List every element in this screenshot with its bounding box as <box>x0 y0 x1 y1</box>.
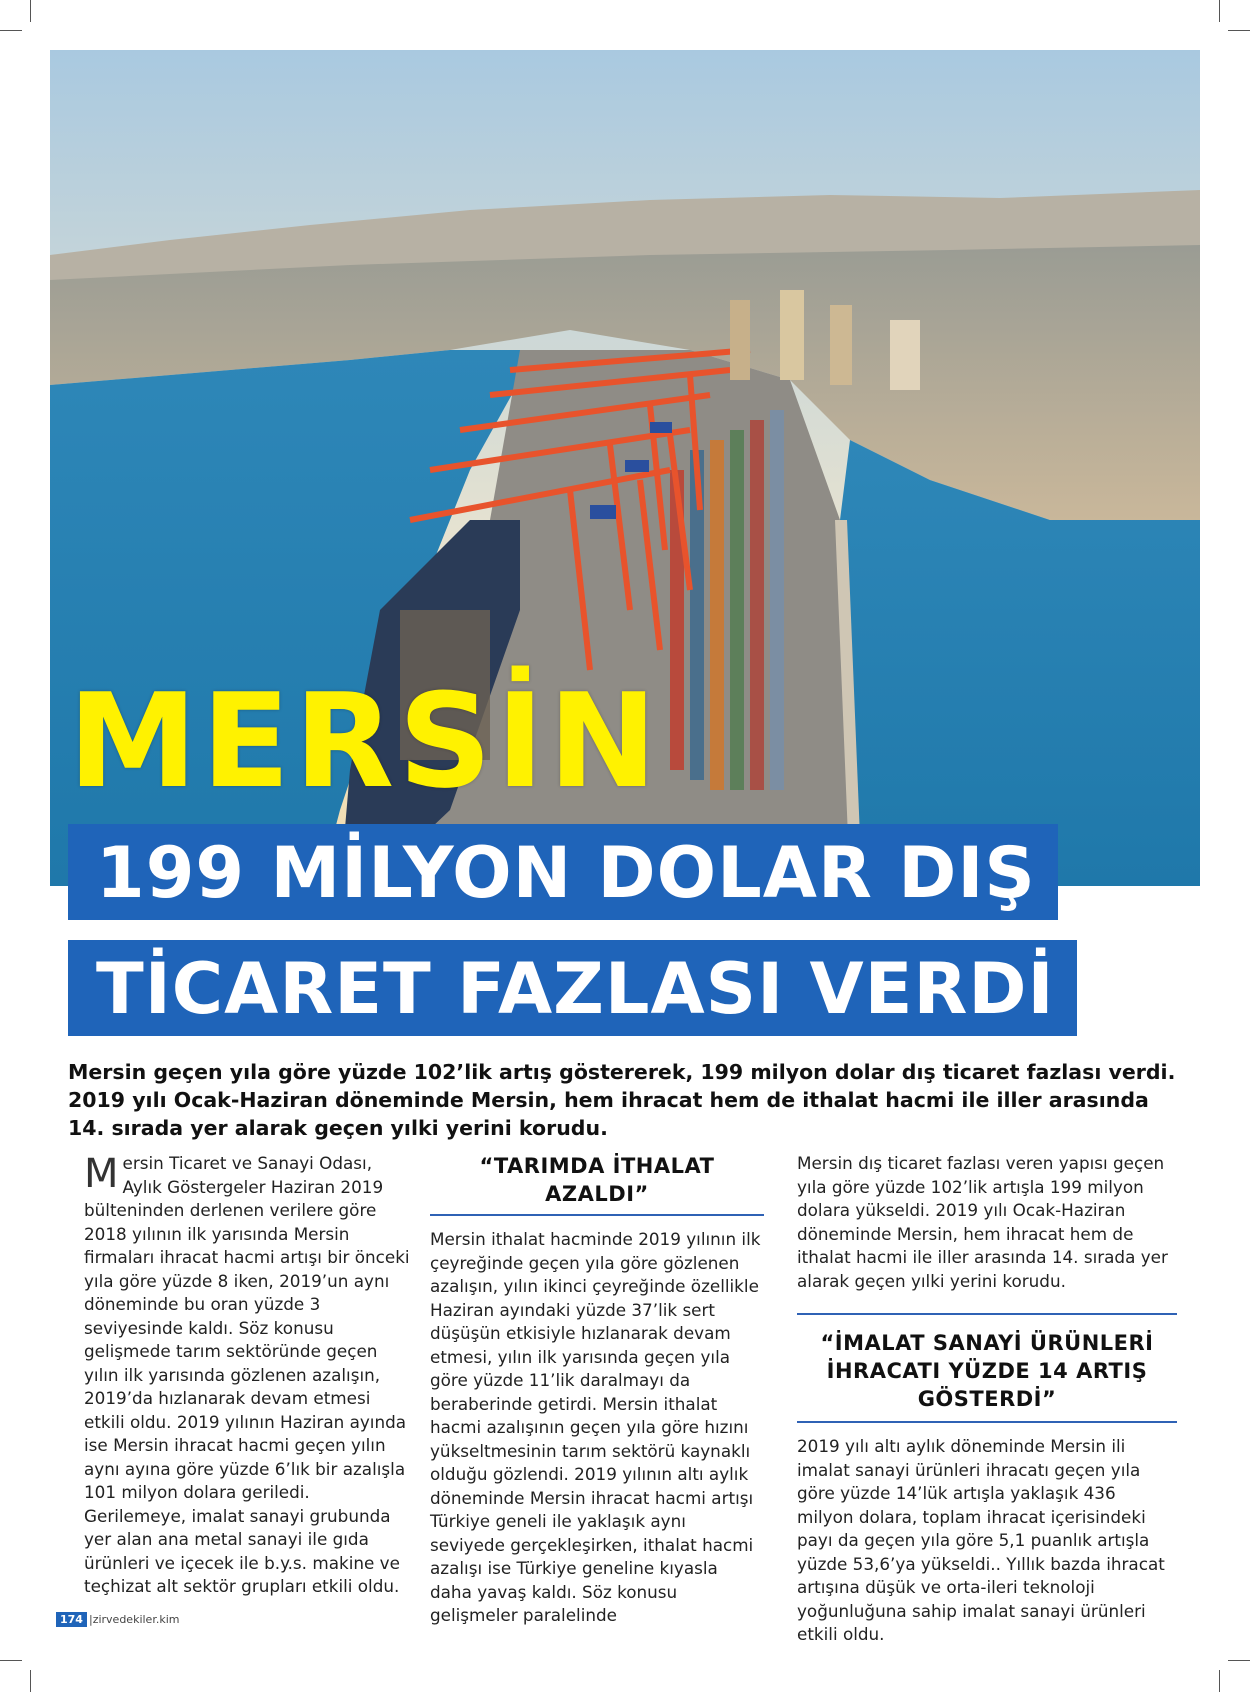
article-column-2 <box>430 1152 764 1628</box>
article-column-3 <box>797 1152 1177 1647</box>
body-text: Mersin dış ticaret fazlası veren yapısı geçen yıla göre yüzde 102’lik artışla 199 milyon dolara yükseldi. 2019 yılı Ocak-Haziran döneminde Mersin, hem ihracat hem de ithalat hacmi ile iller arasında 14. sırada yer alarak geçen yılki yerini korudu. <box>797 1153 1168 1291</box>
crop-mark <box>30 0 31 22</box>
page-number: 174 <box>56 1612 87 1627</box>
article-column-1 <box>84 1152 414 1599</box>
body-text: ersin Ticaret ve Sanayi Odası, Aylık Göstergeler Haziran 2019 bülteninden derlenen verilere göre 2018 yılının ilk yarısında Mersin firmaları ihracat hacmi artışı bir önceki yıla göre yüzde 8 iken, 2019’un aynı döneminde bu oran yüzde 3 seviyesinde kaldı. Söz konusu gelişmede tarım sektöründe geçen yılın ilk yarısında gözlenen azalışın, 2019’da hızlanarak devam etmesi etkili oldu. 2019 yılının Haziran ayında ise Mersin ihracat hacmi geçen yılın aynı ayına göre yüzde 6’lık bir azalışla 101 milyon dolara geriledi. Gerilemeye, imalat sanayi grubunda yer alan ana metal sanayi ile gıda ürünleri ve içecek ile b.y.s. makine ve teçhizat alt sektör grupları etkili oldu. <box>84 1153 410 1596</box>
crop-mark <box>1228 1660 1250 1661</box>
section-heading: “TARIMDA İTHALAT AZALDI” <box>479 1154 715 1206</box>
heading-rule <box>797 1421 1177 1423</box>
drop-cap: M <box>84 1151 119 1197</box>
headline-line-1: 199 MİLYON DOLAR DIŞ <box>68 824 1058 920</box>
crop-mark <box>30 1670 31 1692</box>
crop-mark <box>1228 30 1250 31</box>
body-text: Mersin ithalat hacminde 2019 yılının ilk çeyreğinde geçen yıla göre gözlenen azalışın, yılın ikinci çeyreğinde özellikle Haziran ayındaki yüzde 37’lik sert düşüşün etkisiyle hızlanarak devam etmesi, yılın ilk yarısında geçen yıla göre yüzde 11’lik daralmayı da beraberinde getirdi. Mersin ithalat hacmi azalışının geçen yıla göre hızını yükseltmesinin tarım sektörü kaynaklı olduğu gözlendi. 2019 yılının altı aylık döneminde Mersin ihracat hacmi artışı Türkiye geneli ile yaklaşık aynı seviyede gerçekleşirken, ithalat hacmi azalışı ise Türkiye geneline kıyasla daha yavaş kaldı. Söz konusu gelişmeler paralelinde <box>430 1229 761 1625</box>
page-footer <box>56 1612 179 1627</box>
crop-mark <box>1219 1670 1220 1692</box>
footer-site: zirvedekiler.kim <box>92 1613 180 1626</box>
footer-separator: | <box>88 1613 93 1626</box>
crop-mark <box>1219 0 1220 22</box>
heading-rule <box>797 1313 1177 1315</box>
section-heading: “İMALAT SANAYİ ÜRÜNLERİ İHRACATI YÜZDE 14 ARTIŞ GÖSTERDİ” <box>820 1331 1154 1411</box>
brand-wordmark: MERSİN <box>68 665 662 817</box>
lead-paragraph: Mersin geçen yıla göre yüzde 102’lik artış göstererek, 199 milyon dolar dış ticaret fazlası verdi. 2019 yılı Ocak-Haziran döneminde Mersin, hem ihracat hem de ithalat hacmi ile iller arasında 14. sırada yer alarak geçen yılki yerini korudu. <box>68 1060 1176 1140</box>
crop-mark <box>0 30 22 31</box>
body-text: 2019 yılı altı aylık döneminde Mersin ili imalat sanayi ürünleri ihracatı geçen yıla göre yüzde 14’lük artışla yaklaşık 436 milyon dolara, toplam ihracat içerisindeki payı da geçen yıla göre 5,1 puanlık artışla yüzde 53,6’ya yükseldi.. Yıllık bazda ihracat artışına düşük ve orta-ileri teknoloji yoğunluğuna sahip imalat sanayi ürünleri etkili oldu. <box>797 1436 1165 1644</box>
crop-mark <box>0 1660 22 1661</box>
headline-line-2: TİCARET FAZLASI VERDİ <box>68 940 1077 1036</box>
heading-rule <box>430 1214 764 1216</box>
